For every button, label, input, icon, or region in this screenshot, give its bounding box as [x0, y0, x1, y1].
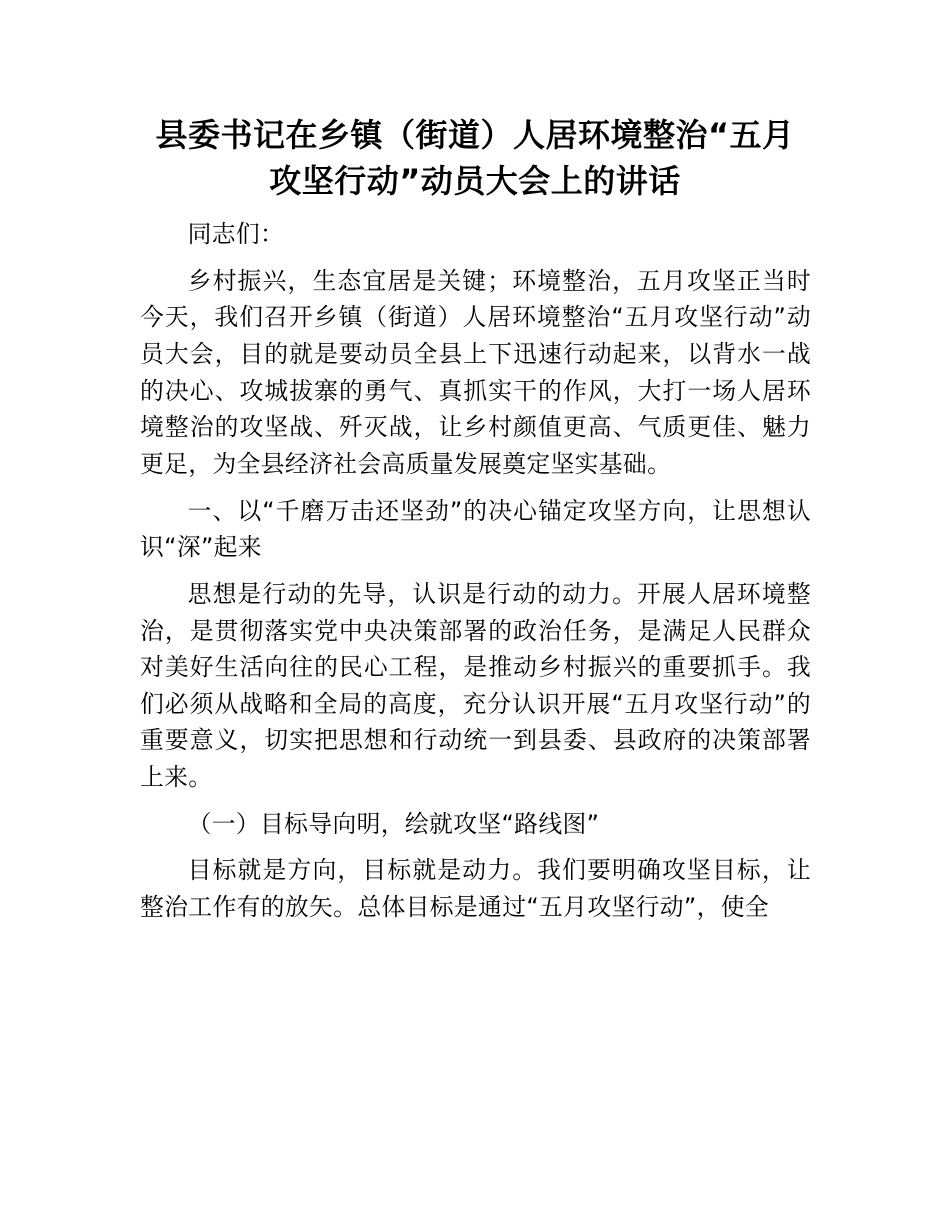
body-paragraph: 乡村振兴，生态宜居是关键；环境整治，五月攻坚正当时今天，我们召开乡镇（街道）人居环境整治“五月攻坚行动”动员大会，目的就是要动员全县上下迅速行动起来，以背水一战的决心、攻城拔寨的勇气、真抓实干的作风，大打一场人居环境整治的攻坚战、歼灭战，让乡村颜值更高、气质更佳、魅力更足，为全县经济社会高质量发展奠定坚实基础。: [140, 266, 811, 478]
speech-body: [140, 216, 811, 936]
body-paragraph: 思想是行动的先导，认识是行动的动力。开展人居环境整治，是贯彻落实党中央决策部署的政治任务，是满足人民群众对美好生活向往的民心工程，是推动乡村振兴的重要抓手。我们必须从战略和全局的高度，充分认识开展“五月攻坚行动”的重要意义，切实把思想和行动统一到县委、县政府的决策部署上来。: [140, 579, 811, 791]
subsection-heading: （一）目标导向明，绘就攻坚“路线图”: [187, 809, 600, 838]
body-paragraph: 目标就是方向，目标就是动力。我们要明确攻坚目标，让整治工作有的放矢。总体目标是通过“五月攻坚行动”，使全: [140, 856, 811, 922]
speech-title: 县委书记在乡镇（街道）人居环境整治“五月攻坚行动”动员大会上的讲话: [155, 116, 795, 200]
section-heading: 一、以“千磨万击还坚劲”的决心锚定攻坚方向，让思想认识“深”起来: [140, 496, 811, 562]
salutation: 同志们：: [187, 220, 285, 248]
